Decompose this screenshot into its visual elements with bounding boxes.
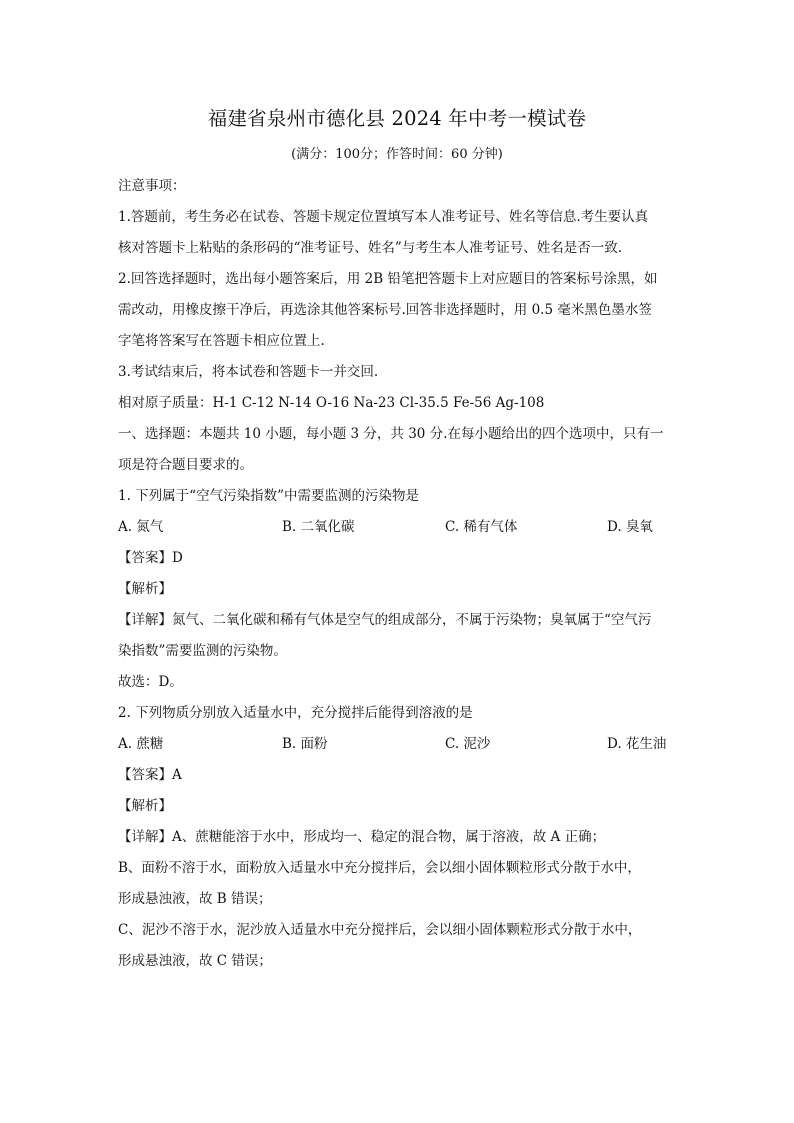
question-2-answer: 【答案】A: [118, 767, 182, 783]
question-2-option-a: A. 蔗糖: [118, 736, 164, 752]
note-line: 1.答题前，考生务必在试卷、答题卡规定位置填写本人准考证号、姓名等信息.考生要认真: [118, 209, 649, 225]
question-1-option-d: D. 臭氧: [607, 519, 653, 535]
section-intro-line: 项是符合题目要求的。: [118, 457, 253, 473]
note-line: 3.考试结束后，将本试卷和答题卡一并交回.: [118, 364, 379, 380]
question-2-option-b: B. 面粉: [282, 736, 328, 752]
question-1-analysis-heading: 【解析】: [118, 581, 172, 597]
note-line: 核对答题卡上粘贴的条形码的“准考证号、姓名”与考生本人准考证号、姓名是否一致.: [118, 240, 623, 256]
page-title: 福建省泉州市德化县 2024 年中考一模试卷: [207, 107, 587, 130]
exam-subtitle: (满分：100分；作答时间：60 分钟): [291, 147, 503, 162]
question-1-detail-line: 【详解】氮气、二氧化碳和稀有气体是空气的组成部分，不属于污染物；臭氧属于“空气污: [118, 612, 652, 628]
question-1-option-c: C. 稀有气体: [445, 519, 518, 535]
question-2-option-d: D. 花生油: [607, 736, 667, 752]
question-1-answer: 【答案】D: [118, 550, 183, 566]
question-2-analysis-heading: 【解析】: [118, 798, 172, 814]
question-2-option-c: C. 泥沙: [445, 736, 491, 752]
note-line: 需改动，用橡皮擦干净后，再选涂其他答案标号.回答非选择题时，用 0.5 毫米黑色墨水签: [118, 302, 652, 318]
question-2-detail-line: C、泥沙不溶于水，泥沙放入适量水中充分搅拌后，会以细小固体颗粒形式分散于水中，: [118, 922, 642, 938]
question-2-detail-line: 形成悬浊液，故 C 错误；: [118, 953, 272, 969]
question-1-option-b: B. 二氧化碳: [282, 519, 355, 535]
notes-heading: 注意事项：: [118, 178, 186, 194]
note-line: 2.回答选择题时，选出每小题答案后，用 2B 铅笔把答题卡上对应题目的答案标号涂黑，如: [118, 271, 658, 287]
question-2-detail-line: B、面粉不溶于水，面粉放入适量水中充分搅拌后，会以细小固体颗粒形式分散于水中，: [118, 860, 641, 876]
question-1-option-a: A. 氮气: [118, 519, 164, 535]
section-intro-line: 一、选择题：本题共 10 小题，每小题 3 分，共 30 分.在每小题给出的四个选项中，只有一: [118, 426, 664, 442]
question-2-stem: 2. 下列物质分别放入适量水中，充分搅拌后能得到溶液的是: [118, 705, 473, 721]
atomic-mass-line: 相对原子质量：H-1 C-12 N-14 O-16 Na-23 Cl-35.5 Fe-56 Ag-108: [118, 395, 545, 411]
note-line: 字笔将答案写在答题卡相应位置上.: [118, 333, 325, 349]
question-1-detail-line: 染指数”需要监测的污染物。: [118, 643, 287, 659]
question-2-detail-line: 形成悬浊液，故 B 错误；: [118, 891, 272, 907]
question-1-stem: 1. 下列属于“空气污染指数”中需要监测的污染物是: [118, 488, 419, 504]
question-1-choice: 故选：D。: [118, 674, 183, 690]
question-2-detail-line: 【详解】A、蔗糖能溶于水中，形成均一、稳定的混合物，属于溶液，故 A 正确；: [118, 829, 606, 845]
